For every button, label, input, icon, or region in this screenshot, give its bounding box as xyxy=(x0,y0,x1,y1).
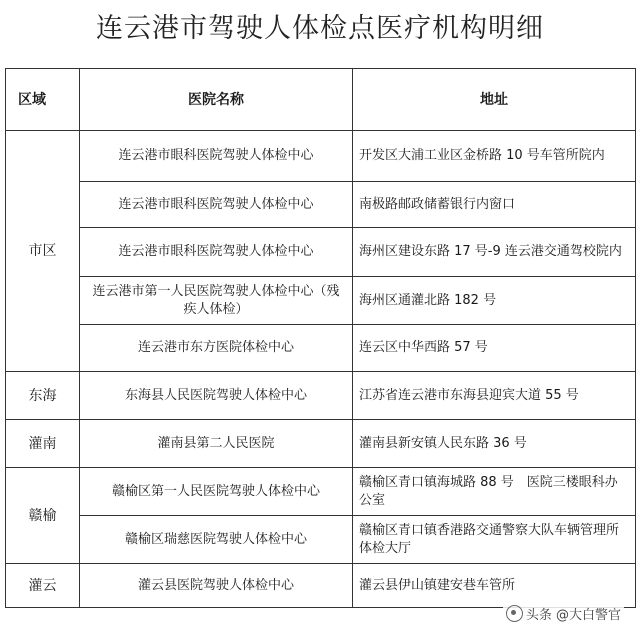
table-row xyxy=(6,228,636,277)
table-row xyxy=(6,564,636,608)
table-row xyxy=(6,468,636,516)
address-cell: 连云区中华西路 57 号 xyxy=(353,325,636,372)
region-cell: 东海 xyxy=(6,372,80,420)
column-header-hospital: 医院名称 xyxy=(80,69,353,131)
hospital-table xyxy=(5,68,636,608)
region-cell: 市区 xyxy=(6,131,80,372)
toutiao-logo-icon xyxy=(506,605,523,622)
address-cell: 赣榆区青口镇海城路 88 号 医院三楼眼科办公室 xyxy=(353,468,636,516)
hospital-cell: 东海县人民医院驾驶人体检中心 xyxy=(80,372,353,420)
address-cell: 灌云县伊山镇建安巷车管所 xyxy=(353,564,636,608)
watermark xyxy=(503,604,624,623)
hospital-cell: 连云港市第一人民医院驾驶人体检中心（残疾人体检） xyxy=(80,277,353,325)
region-cell: 赣榆 xyxy=(6,468,80,564)
region-cell: 灌南 xyxy=(6,420,80,468)
address-cell: 开发区大浦工业区金桥路 10 号车管所院内 xyxy=(353,131,636,182)
hospital-cell: 连云港市东方医院体检中心 xyxy=(80,325,353,372)
table-row xyxy=(6,372,636,420)
table-row xyxy=(6,277,636,325)
hospital-cell: 赣榆区第一人民医院驾驶人体检中心 xyxy=(80,468,353,516)
table-row xyxy=(6,420,636,468)
column-header-region: 区域 xyxy=(6,69,80,131)
table-row xyxy=(6,516,636,564)
address-cell: 海州区通灌北路 182 号 xyxy=(353,277,636,325)
hospital-cell: 连云港市眼科医院驾驶人体检中心 xyxy=(80,228,353,277)
hospital-cell: 灌云县医院驾驶人体检中心 xyxy=(80,564,353,608)
address-cell: 灌南县新安镇人民东路 36 号 xyxy=(353,420,636,468)
table-row xyxy=(6,182,636,228)
hospital-cell: 灌南县第二人民医院 xyxy=(80,420,353,468)
address-cell: 赣榆区青口镇香港路交通警察大队车辆管理所体检大厅 xyxy=(353,516,636,564)
address-cell: 南极路邮政储蓄银行内窗口 xyxy=(353,182,636,228)
address-cell: 江苏省连云港市东海县迎宾大道 55 号 xyxy=(353,372,636,420)
region-cell: 灌云 xyxy=(6,564,80,608)
hospital-cell: 赣榆区瑞慈医院驾驶人体检中心 xyxy=(80,516,353,564)
hospital-cell: 连云港市眼科医院驾驶人体检中心 xyxy=(80,182,353,228)
column-header-address: 地址 xyxy=(353,69,636,131)
table-row xyxy=(6,131,636,182)
address-cell: 海州区建设东路 17 号-9 连云港交通驾校院内 xyxy=(353,228,636,277)
watermark-text: 头条 @大白警官 xyxy=(525,608,621,623)
table-header-row xyxy=(6,69,636,131)
hospital-cell: 连云港市眼科医院驾驶人体检中心 xyxy=(80,131,353,182)
page-title: 连云港市驾驶人体检点医疗机构明细 xyxy=(96,13,544,44)
table-row xyxy=(6,325,636,372)
